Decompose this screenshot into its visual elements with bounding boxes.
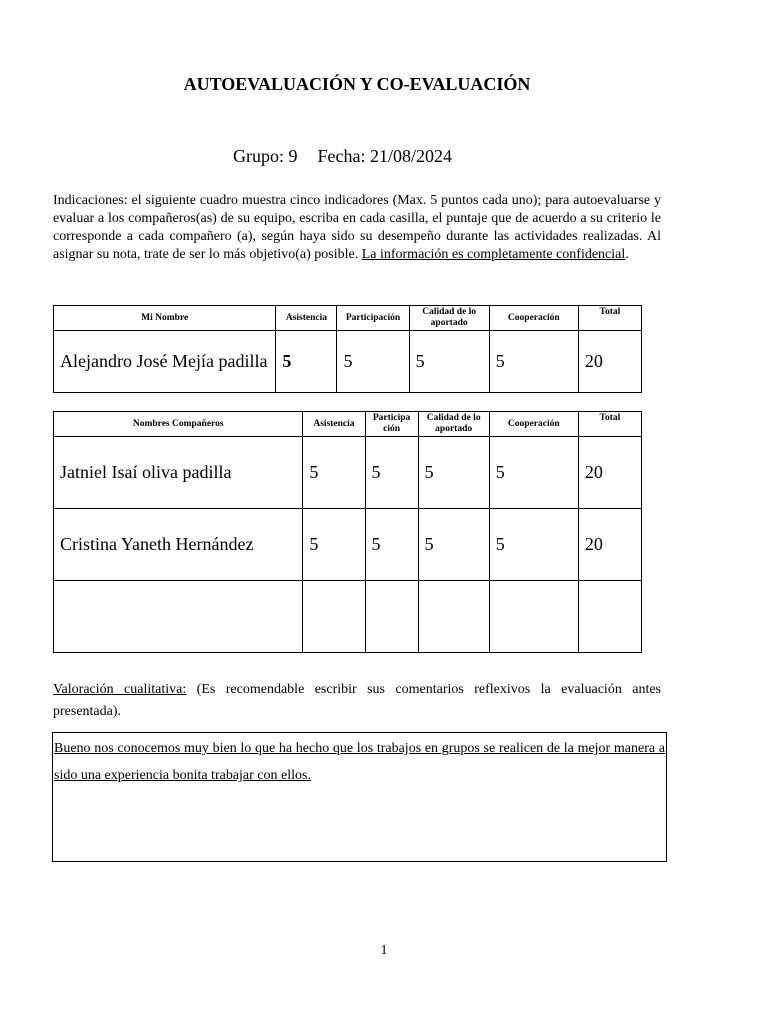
asistencia-cell[interactable] [303, 581, 365, 653]
total-cell: 20 [578, 331, 641, 393]
header-name: Nombres Compañeros [54, 412, 303, 437]
header-name: Mi Nombre [54, 306, 276, 331]
asistencia-cell: 5 [303, 437, 365, 509]
table-header-row [54, 412, 642, 437]
participacion-cell: 5 [365, 437, 418, 509]
table-row [54, 581, 642, 653]
table-row [54, 331, 642, 393]
group-label: Grupo: 9 [233, 146, 298, 166]
confidential-note: La información es completamente confidencial [361, 247, 626, 262]
cooperacion-cell: 5 [489, 437, 578, 509]
asistencia-cell: 5 [276, 331, 337, 393]
self-evaluation-table [53, 305, 642, 393]
participacion-cell[interactable] [365, 581, 418, 653]
asistencia-cell: 5 [303, 509, 365, 581]
instructions-end: . [625, 247, 629, 262]
calidad-cell: 5 [409, 331, 489, 393]
header-participacion: Participación [337, 306, 409, 331]
header-calidad: Calidad de lo aportado [418, 412, 489, 437]
student-name-cell[interactable] [54, 581, 303, 653]
qualitative-assessment-prompt [53, 679, 661, 723]
peer-evaluation-table [53, 411, 642, 653]
calidad-cell: 5 [418, 509, 489, 581]
cooperacion-cell[interactable] [489, 581, 578, 653]
instructions-text: Indicaciones: el siguiente cuadro muestra cinco indicadores (Max. 5 puntos cada uno); para autoevaluarse y evaluar a los compañeros(as) de su equipo, escriba en cada casilla, el puntaje que de acuerdo a su criterio le corresponde a cada compañero (a), según haya sido su desempeño durante las actividades realizadas. Al asignar su nota, trate de ser lo más objetivo(a) posible. [53, 193, 661, 262]
total-cell: 20 [578, 509, 641, 581]
header-cooperacion: Cooperación [489, 306, 578, 331]
participacion-cell: 5 [337, 331, 409, 393]
total-cell[interactable] [578, 581, 641, 653]
header-asistencia: Asistencia [276, 306, 337, 331]
header-participacion: Participa ción [365, 412, 418, 437]
total-cell: 20 [578, 437, 641, 509]
student-name-cell: Cristina Yaneth Hernández [54, 509, 303, 581]
calidad-cell[interactable] [418, 581, 489, 653]
comment-text: Bueno nos conocemos muy bien lo que ha hecho que los trabajos en grupos se realicen de la mejor manera a sido una experiencia bonita trabajar con ellos. [54, 741, 665, 783]
header-calidad: Calidad de lo aportado [409, 306, 489, 331]
header-total: Total [578, 306, 641, 331]
header-asistencia: Asistencia [303, 412, 365, 437]
qualitative-label: Valoración cualitativa: [53, 682, 187, 697]
document-title: AUTOEVALUACIÓN Y CO-EVALUACIÓN [183, 74, 531, 94]
header-total: Total [578, 412, 641, 437]
table-row [54, 437, 642, 509]
cooperacion-cell: 5 [489, 331, 578, 393]
table-header-row [54, 306, 642, 331]
instructions-paragraph [53, 192, 661, 264]
calidad-cell: 5 [418, 437, 489, 509]
date-label: Fecha: 21/08/2024 [317, 146, 452, 166]
participacion-cell: 5 [365, 509, 418, 581]
page-number: 1 [380, 943, 388, 958]
comment-box[interactable] [52, 732, 667, 862]
group-date-line [233, 146, 452, 167]
header-cooperacion: Cooperación [489, 412, 578, 437]
student-name-cell: Alejandro José Mejía padilla [54, 331, 276, 393]
student-name-cell: Jatniel Isaí oliva padilla [54, 437, 303, 509]
qualitative-instructions: (Es recomendable escribir sus comentarios reflexivos la evaluación antes presentada). [53, 682, 662, 719]
cooperacion-cell: 5 [489, 509, 578, 581]
table-row [54, 509, 642, 581]
